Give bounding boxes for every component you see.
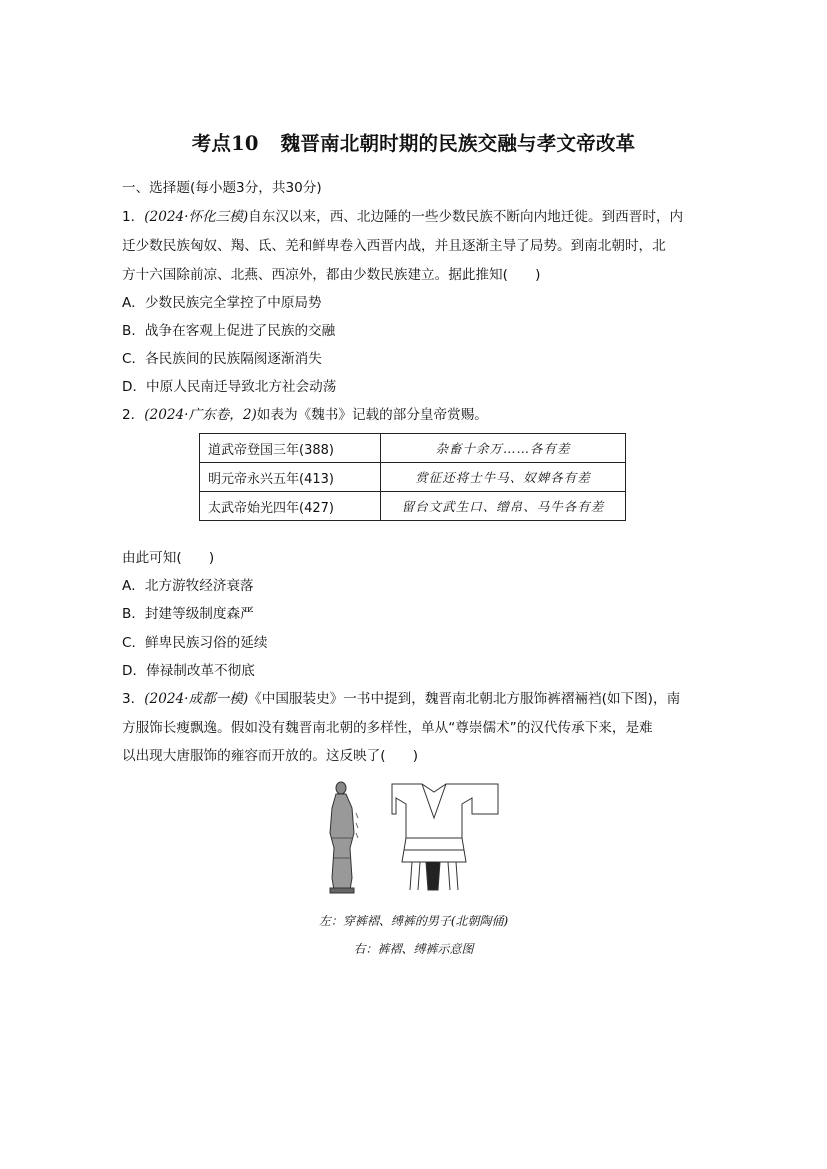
q2-line1: 2．(2024·广东卷，2)如表为《魏书》记载的部分皇帝赏赐。	[122, 407, 488, 423]
q2-option-d: D．俸禄制改革不彻底	[122, 663, 255, 679]
title-text: 魏晋南北朝时期的民族交融与孝文帝改革	[280, 132, 636, 155]
q2-table	[199, 433, 626, 521]
q2-option-c: C．鲜卑民族习俗的延续	[122, 635, 268, 651]
page-title	[0, 128, 827, 156]
figure-caption-left: 左：穿裤褶、缚裤的男子(北朝陶俑)	[318, 914, 509, 928]
q3-line1: 3．(2024·成都一模)《中国服装史》一书中提到，魏晋南北朝北方服饰裤褶裲裆(如下图)，南	[122, 691, 681, 707]
table-row	[200, 463, 626, 492]
section-heading: 一、选择题(每小题3分，共30分)	[122, 180, 322, 196]
q2-after: 由此可知( )	[122, 550, 215, 566]
q1-line1: 1．(2024·怀化三模)自东汉以来，西、北边陲的一些少数民族不断向内地迁徙。到西晋时，内	[122, 209, 684, 225]
table-cell: 明元帝永兴五年(413)	[200, 463, 381, 492]
q1-line3: 方十六国除前凉、北燕、西凉外，都由少数民族建立。据此推知( )	[122, 267, 541, 283]
q1-option-a: A．少数民族完全掌控了中原局势	[122, 295, 322, 311]
figure-caption-right: 右：裤褶、缚裤示意图	[353, 942, 474, 956]
q3-line2: 方服饰长瘦飘逸。假如没有魏晋南北朝的多样性，单从“尊崇儒术”的汉代传承下来，是难	[122, 720, 653, 736]
q1-line2: 迁少数民族匈奴、羯、氐、羌和鲜卑卷入西晋内战，并且逐渐主导了局势。到南北朝时，北	[122, 238, 666, 254]
title-prefix: 考点10	[191, 132, 259, 155]
q3-line3: 以出现大唐服饰的雍容而开放的。这反映了( )	[122, 748, 419, 764]
q3-source: (2024·成都一模)	[144, 691, 249, 707]
q2-source: (2024·广东卷，2)	[144, 407, 257, 423]
table-cell: 道武帝登国三年(388)	[200, 434, 381, 463]
q2-option-b: B．封建等级制度森严	[122, 606, 254, 622]
q1-option-c: C．各民族间的民族隔阂逐渐消失	[122, 351, 322, 367]
table-row	[200, 492, 626, 521]
q1-option-d: D．中原人民南迁导致北方社会动荡	[122, 379, 337, 395]
table-cell: 太武帝始光四年(427)	[200, 492, 381, 521]
figurine-illustration	[330, 782, 358, 893]
q1-source: (2024·怀化三模)	[144, 209, 249, 225]
q2-option-a: A．北方游牧经济衰落	[122, 578, 254, 594]
table-cell: 赏征还将士牛马、奴婢各有差	[381, 463, 626, 492]
clothing-diagram	[392, 784, 498, 890]
table-cell: 杂畜十余万……各有差	[381, 434, 626, 463]
table-row	[200, 434, 626, 463]
q1-option-b: B．战争在客观上促进了民族的交融	[122, 323, 336, 339]
clothing-figure	[322, 778, 512, 898]
table-cell: 留台文武生口、缯帛、马牛各有差	[381, 492, 626, 521]
